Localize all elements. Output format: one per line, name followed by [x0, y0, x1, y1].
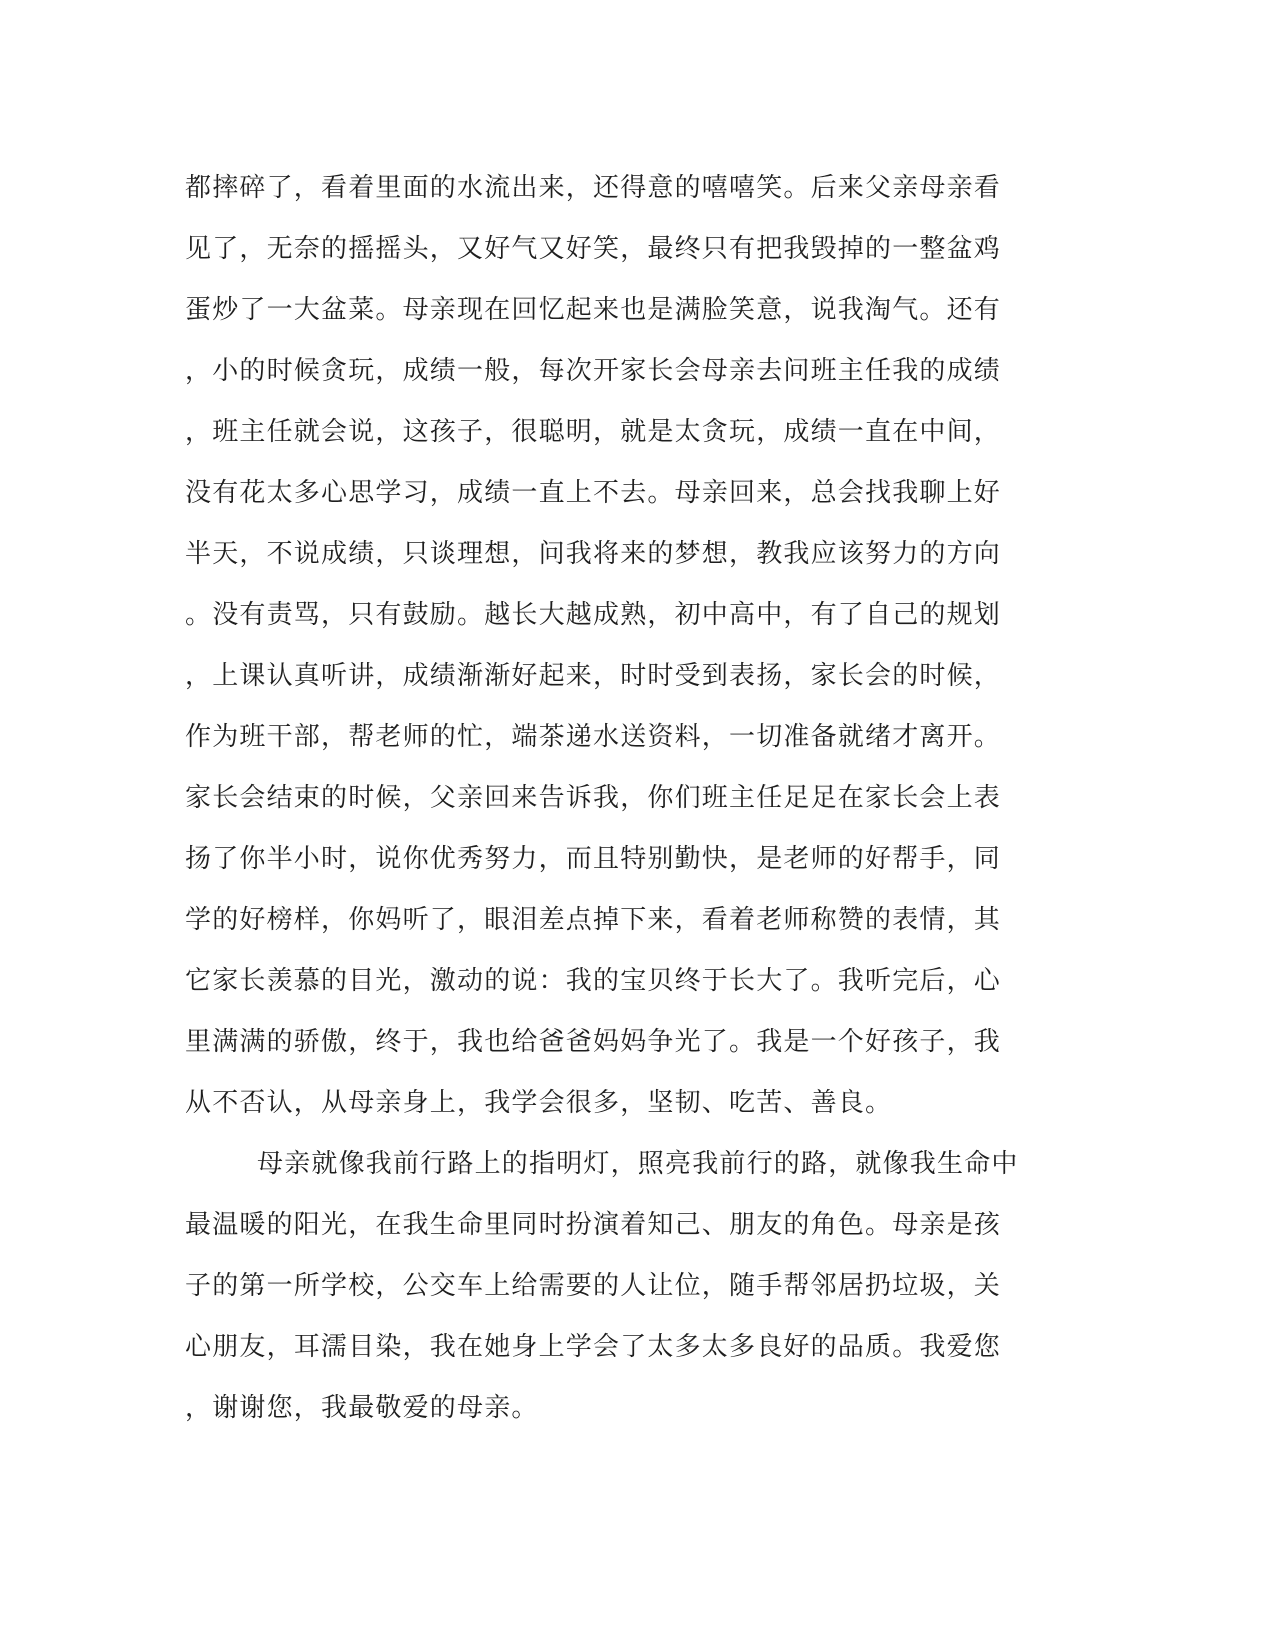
text-line: 半天，不说成绩，只谈理想，问我将来的梦想，教我应该努力的方向 [185, 539, 1002, 569]
text-line: 都摔碎了，看着里面的水流出来，还得意的嘻嘻笑。后来父亲母亲看 [185, 173, 1002, 203]
text-line: 蛋炒了一大盆菜。母亲现在回忆起来也是满脸笑意，说我淘气。还有 [185, 295, 1002, 325]
text-line: 里满满的骄傲，终于，我也给爸爸妈妈争光了。我是一个好孩子，我 [185, 1027, 1002, 1057]
text-line: 扬了你半小时，说你优秀努力，而且特别勤快，是老师的好帮手，同 [185, 844, 1002, 874]
text-line: 作为班干部，帮老师的忙，端茶递水送资料，一切准备就绪才离开。 [185, 722, 1002, 752]
text-line: ，上课认真听讲，成绩渐渐好起来，时时受到表扬，家长会的时候， [185, 661, 1002, 691]
text-line: ，班主任就会说，这孩子，很聪明，就是太贪玩，成绩一直在中间， [185, 417, 1002, 447]
text-line: 从不否认，从母亲身上，我学会很多，坚韧、吃苦、善良。 [185, 1088, 893, 1118]
text-line: 子的第一所学校，公交车上给需要的人让位，随手帮邻居扔垃圾，关 [185, 1271, 1002, 1301]
text-line: ，小的时候贪玩，成绩一般，每次开家长会母亲去问班主任我的成绩 [185, 356, 1002, 386]
text-line: ，谢谢您，我最敬爱的母亲。 [185, 1393, 539, 1423]
text-line: 它家长羡慕的目光，激动的说：我的宝贝终于长大了。我听完后，心 [185, 966, 1002, 996]
text-line: 学的好榜样，你妈听了，眼泪差点掉下来，看着老师称赞的表情，其 [185, 905, 1002, 935]
text-line: 见了，无奈的摇摇头，又好气又好笑，最终只有把我毁掉的一整盆鸡 [185, 234, 1002, 264]
paragraph-1 [185, 158, 1085, 1134]
text-body [185, 158, 1085, 1439]
text-line: 家长会结束的时候，父亲回来告诉我，你们班主任足足在家长会上表 [185, 783, 1002, 813]
text-line: 最温暖的阳光，在我生命里同时扮演着知己、朋友的角色。母亲是孩 [185, 1210, 1002, 1240]
text-line-indented: 母亲就像我前行路上的指明灯，照亮我前行的路，就像我生命中 [257, 1149, 1019, 1179]
text-line: 。没有责骂，只有鼓励。越长大越成熟，初中高中，有了自己的规划 [185, 600, 1002, 630]
text-line: 没有花太多心思学习，成绩一直上不去。母亲回来，总会找我聊上好 [185, 478, 1002, 508]
text-line: 心朋友，耳濡目染，我在她身上学会了太多太多良好的品质。我爱您 [185, 1332, 1002, 1362]
paragraph-2 [185, 1134, 1085, 1439]
